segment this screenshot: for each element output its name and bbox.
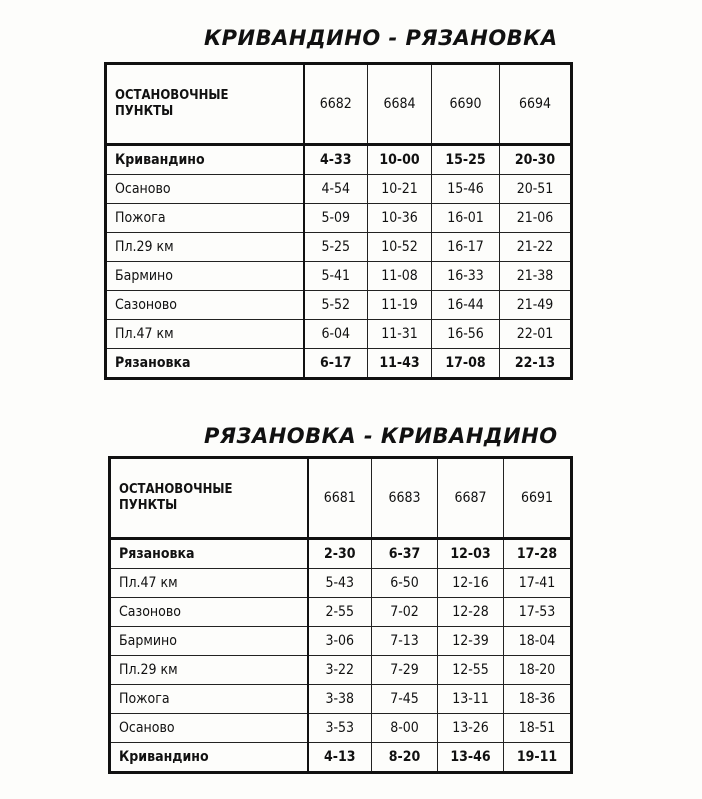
departure-time: 13-46 <box>438 743 504 773</box>
departure-time: 18-04 <box>504 627 572 656</box>
departure-time: 15-46 <box>432 175 500 204</box>
departure-time: 12-39 <box>438 627 504 656</box>
departure-time: 3-06 <box>308 627 372 656</box>
departure-time: 16-33 <box>432 262 500 291</box>
timetable-row <box>110 656 572 685</box>
departure-time: 18-51 <box>504 714 572 743</box>
departure-time: 19-11 <box>504 743 572 773</box>
departure-time: 6-04 <box>304 320 368 349</box>
timetable-row <box>106 291 572 320</box>
stop-name: Пожога <box>106 204 304 233</box>
departure-time: 8-20 <box>372 743 438 773</box>
departure-time: 5-09 <box>304 204 368 233</box>
header-stops-label: ОСТАНОВОЧНЫЕ ПУНКТЫ <box>106 64 304 145</box>
departure-time: 20-30 <box>500 145 572 175</box>
stop-name: Кривандино <box>110 743 308 773</box>
stop-name: Пл.29 км <box>106 233 304 262</box>
train-number: 6687 <box>438 458 504 539</box>
departure-time: 3-22 <box>308 656 372 685</box>
departure-time: 12-55 <box>438 656 504 685</box>
stop-name: Сазоново <box>110 598 308 627</box>
timetable-title: РЯЗАНОВКА - КРИВАНДИНО <box>204 424 558 448</box>
timetable-row <box>106 320 572 349</box>
departure-time: 18-36 <box>504 685 572 714</box>
timetable-ryaz-kriv <box>108 456 573 774</box>
departure-time: 21-06 <box>500 204 572 233</box>
timetable-kriv-ryaz <box>104 62 573 380</box>
departure-time: 21-49 <box>500 291 572 320</box>
departure-time: 3-53 <box>308 714 372 743</box>
departure-time: 5-43 <box>308 569 372 598</box>
departure-time: 21-38 <box>500 262 572 291</box>
stop-name: Пл.47 км <box>106 320 304 349</box>
departure-time: 2-55 <box>308 598 372 627</box>
header-row <box>110 458 572 539</box>
departure-time: 6-17 <box>304 349 368 379</box>
header-row <box>106 64 572 145</box>
departure-time: 13-26 <box>438 714 504 743</box>
departure-time: 6-50 <box>372 569 438 598</box>
departure-time: 12-03 <box>438 539 504 569</box>
departure-time: 11-08 <box>368 262 432 291</box>
timetable-row <box>106 204 572 233</box>
header-stops-label: ОСТАНОВОЧНЫЕ ПУНКТЫ <box>110 458 308 539</box>
timetable-row <box>106 233 572 262</box>
timetable-row <box>106 145 572 175</box>
stop-name: Бармино <box>106 262 304 291</box>
departure-time: 3-38 <box>308 685 372 714</box>
departure-time: 18-20 <box>504 656 572 685</box>
departure-time: 17-28 <box>504 539 572 569</box>
departure-time: 11-43 <box>368 349 432 379</box>
train-number: 6684 <box>368 64 432 145</box>
stop-name: Пл.29 км <box>110 656 308 685</box>
departure-time: 5-52 <box>304 291 368 320</box>
train-number: 6690 <box>432 64 500 145</box>
stop-name: Осаново <box>106 175 304 204</box>
stop-name: Бармино <box>110 627 308 656</box>
departure-time: 15-25 <box>432 145 500 175</box>
departure-time: 11-19 <box>368 291 432 320</box>
departure-time: 16-56 <box>432 320 500 349</box>
departure-time: 5-25 <box>304 233 368 262</box>
departure-time: 7-13 <box>372 627 438 656</box>
departure-time: 10-21 <box>368 175 432 204</box>
departure-time: 12-28 <box>438 598 504 627</box>
departure-time: 7-02 <box>372 598 438 627</box>
departure-time: 10-36 <box>368 204 432 233</box>
departure-time: 17-53 <box>504 598 572 627</box>
stop-name: Кривандино <box>106 145 304 175</box>
departure-time: 17-41 <box>504 569 572 598</box>
departure-time: 4-54 <box>304 175 368 204</box>
departure-time: 4-13 <box>308 743 372 773</box>
departure-time: 4-33 <box>304 145 368 175</box>
stop-name: Рязановка <box>110 539 308 569</box>
timetable-title: КРИВАНДИНО - РЯЗАНОВКА <box>204 26 558 50</box>
timetable-row <box>106 175 572 204</box>
train-number: 6682 <box>304 64 368 145</box>
departure-time: 20-51 <box>500 175 572 204</box>
departure-time: 5-41 <box>304 262 368 291</box>
stop-name: Пожога <box>110 685 308 714</box>
train-number: 6691 <box>504 458 572 539</box>
train-number: 6683 <box>372 458 438 539</box>
departure-time: 11-31 <box>368 320 432 349</box>
train-number: 6681 <box>308 458 372 539</box>
timetable-row <box>110 598 572 627</box>
departure-time: 13-11 <box>438 685 504 714</box>
departure-time: 12-16 <box>438 569 504 598</box>
departure-time: 7-29 <box>372 656 438 685</box>
departure-time: 22-13 <box>500 349 572 379</box>
departure-time: 22-01 <box>500 320 572 349</box>
departure-time: 6-37 <box>372 539 438 569</box>
departure-time: 16-01 <box>432 204 500 233</box>
timetable-row <box>110 685 572 714</box>
departure-time: 21-22 <box>500 233 572 262</box>
timetable-row <box>110 627 572 656</box>
departure-time: 2-30 <box>308 539 372 569</box>
departure-time: 10-00 <box>368 145 432 175</box>
departure-time: 16-17 <box>432 233 500 262</box>
departure-time: 17-08 <box>432 349 500 379</box>
stop-name: Осаново <box>110 714 308 743</box>
timetable-row <box>110 539 572 569</box>
timetable-row <box>110 743 572 773</box>
timetable-row <box>106 262 572 291</box>
stop-name: Рязановка <box>106 349 304 379</box>
departure-time: 8-00 <box>372 714 438 743</box>
stop-name: Сазоново <box>106 291 304 320</box>
timetable-row <box>110 714 572 743</box>
stop-name: Пл.47 км <box>110 569 308 598</box>
departure-time: 10-52 <box>368 233 432 262</box>
departure-time: 16-44 <box>432 291 500 320</box>
timetable-row <box>110 569 572 598</box>
train-number: 6694 <box>500 64 572 145</box>
departure-time: 7-45 <box>372 685 438 714</box>
timetable-row <box>106 349 572 379</box>
